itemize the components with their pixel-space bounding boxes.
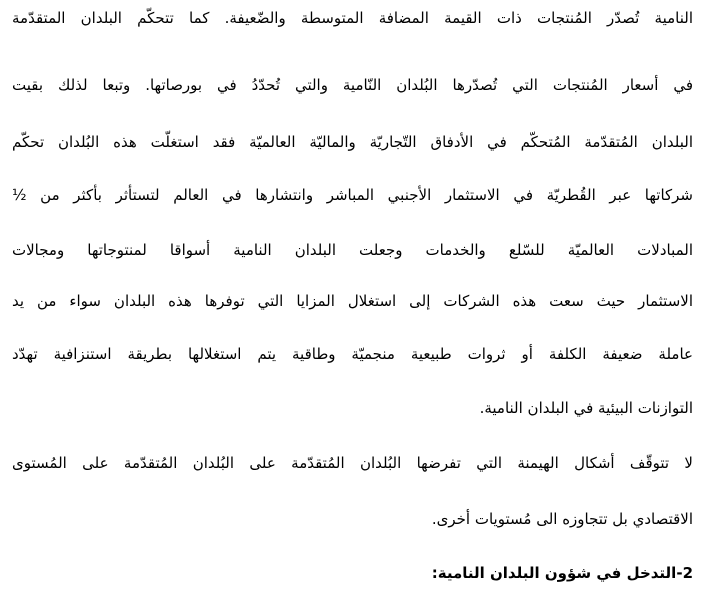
paragraph-1-line-6: الاستثمار حيث سعت هذه الشركات إلى استغلال المزايا التي توفرها هذه البلدان سواء من يد [12,292,693,310]
section-heading: 2-التدخل في شؤون البلدان النامية: [431,564,693,582]
paragraph-1-line-8: التوازنات البيئية في البلدان النامية. [479,399,693,417]
paragraph-2-line-1: لا تتوقّف أشكال الهيمنة التي تفرضها البُلدان المُتقدّمة على البُلدان المُتقدّمة على المُستوى [12,454,693,472]
paragraph-2-line-2: الاقتصادي بل تتجاوزه الى مُستويات أخرى. [431,510,693,528]
paragraph-1-line-3: البلدان المُتقدّمة المُتحكّم في الأدفاق التّجاريّة والماليّة العالميّة فقد استغلّت هذه البُلدان تحكّم [12,133,693,151]
paragraph-1-line-1: النامية تُصدّر المُنتجات ذات القيمة المضافة المتوسطة والضّعيفة. كما تتحكّم البلدان المتقدّمة [12,9,693,27]
paragraph-1-line-4: شركاتها عبر القُطريّة في الاستثمار الأجنبي المباشر وانتشارها في العالم لتستأثر بأكثر من ½ [12,186,693,204]
paragraph-1-line-5: المبادلات العالميّة للسّلع والخدمات وجعلت البلدان النامية أسواقا لمنتوجاتها ومجالات [12,241,693,259]
paragraph-1-line-7: عاملة ضعيفة الكلفة أو ثروات طبيعية منجميّة وطاقية يتم استغلالها بطريقة استنزافية تهدّد [12,345,693,363]
paragraph-1-line-2: في أسعار المُنتجات التي تُصدّرها البُلدان النّامية والتي تُحدّدُ في بورصاتها. وتبعا لذلك بقيت [12,76,693,94]
